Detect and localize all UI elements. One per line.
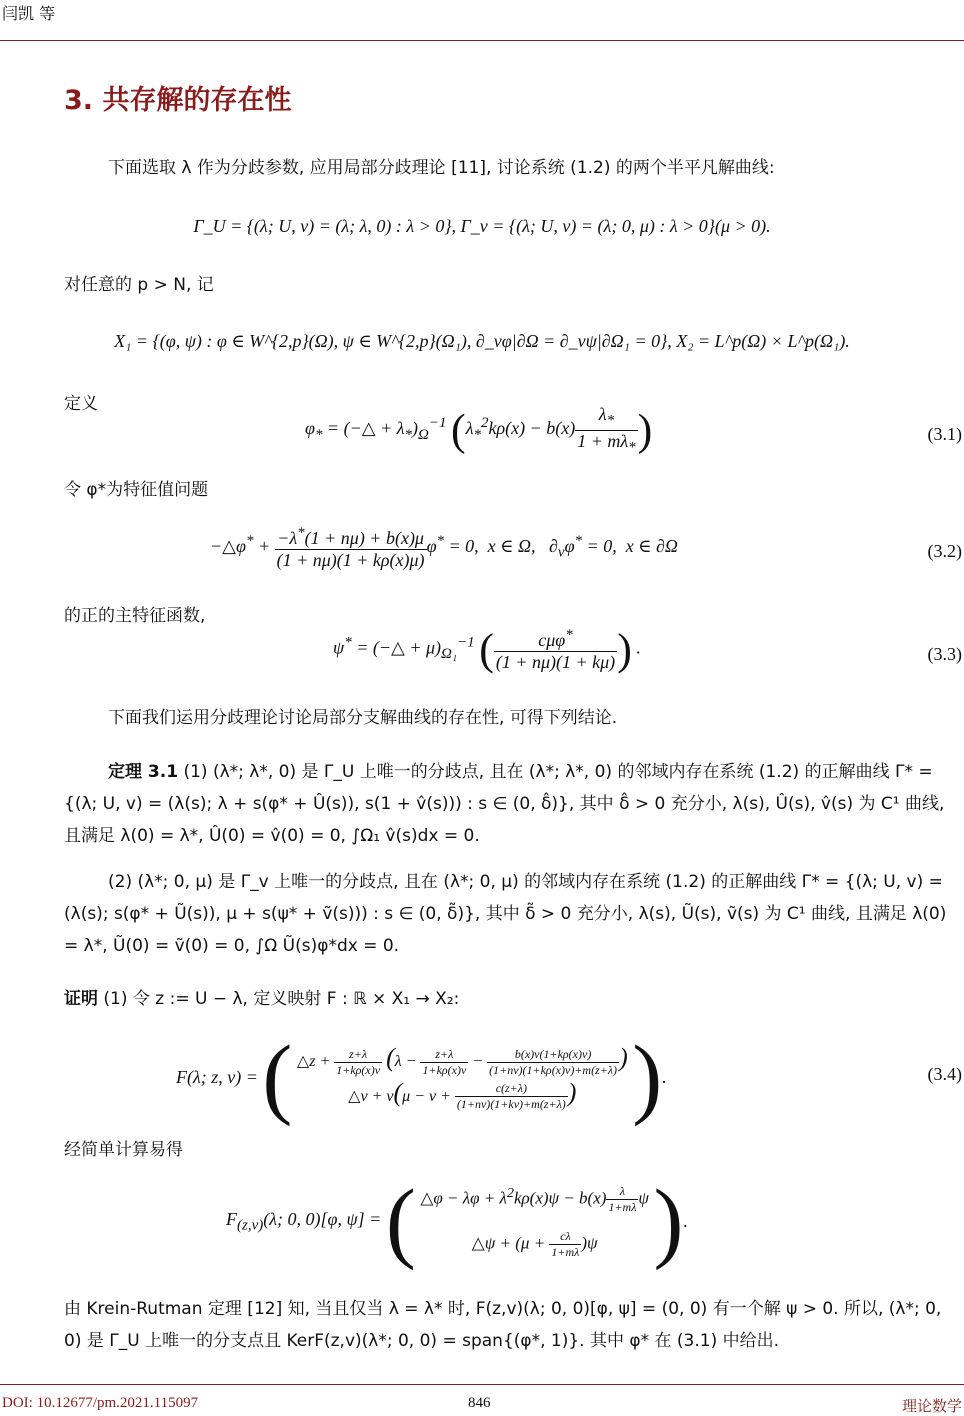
equation-3-4: F(λ; z, v) = ( △z + $\frac{z+\lambda}{1+k\rho(x)v}$ (λ − $\frac{z+\lambda}{1+k\rho(x)v}$ − $\frac{b(x)v(1+k\rho(x)v)}{(1+nv)(1+k\rho(x)v)+m(z+\lambda)}$ ) △v + v(μ − v + $\frac{c(z+\lambda)}{(1+nv)(1+kv)+m(z+\lambda)}$ ) ).: [176, 1028, 667, 1127]
equation-3-2: −△φ* + $\frac{-\lambda^*(1 + n\mu) + b(x)\mu}{(1 + n\mu)(1 + k\rho(x)\mu)}$ φ* = 0, x ∈ Ω, $\partial_\nu\varphi^* = 0$, x ∈ ∂Ω: [210, 525, 678, 570]
paragraph-1: 下面选取 λ 作为分歧参数, 应用局部分歧理论 [11], 讨论系统 (1.2) 的两个半平凡解曲线:: [108, 158, 775, 178]
eq-number-3-2: (3.2): [927, 541, 962, 561]
proof-text: (1) 令 z := U − λ, 定义映射 F : ℝ × X₁ → X₂:: [103, 989, 460, 1009]
paragraph-2: 对任意的 p > N, 记: [64, 275, 214, 295]
paragraph-7: 经简单计算易得: [64, 1140, 183, 1160]
proof-label: 证明: [64, 989, 98, 1009]
header-author: 闫凯 等: [2, 4, 56, 23]
running-header: [0, 0, 964, 41]
equation-3-1: $\varphi_*$ = (−△ + $\lambda_*)_\Omega^{-1}$ ($\lambda_*^2k\rho(x) - b(x)$ $\frac{\lambda_*}{1 + m\lambda_*}$ ): [305, 404, 653, 456]
page-footer: [0, 1384, 964, 1415]
eq-number-3-3: (3.3): [927, 644, 962, 664]
paragraph-4: 令 φ*为特征值问题: [64, 480, 209, 500]
eq-number-3-1: (3.1): [927, 424, 962, 444]
theorem-3-1-part-2: (2) (λ*; 0, μ) 是 Γ_v 上唯一的分歧点, 且在 (λ*; 0, μ) 的邻域内存在系统 (1.2) 的正解曲线 Γ* = {(λ; U, v) = (λ(s); s(φ* + Ũ(s)), μ + s(ψ* + ṽ(s))) : s ∈ (0, δ̃)}, 其中 δ̃ > 0 充分小, λ(s), Ũ(s), ṽ(s) 为 C¹ 曲线, 且满足 λ(0) = λ*, Ũ(0) = ṽ(0) = 0, ∫Ω Ũ(s)φ*dx = 0.: [64, 872, 947, 956]
theorem-part-1-text: (1) (λ*; λ*, 0) 是 Γ_U 上唯一的分歧点, 且在 (λ*; λ*, 0) 的邻域内存在系统 (1.2) 的正解曲线 Γ* = {(λ; U, v) = (λ(s); λ + s(φ* + Û(s)), s(1 + v̂(s))) : s ∈ (0, δ̂)}, 其中 δ̂ > 0 充分小, λ(s), Û(s), v̂(s) 为 C¹ 曲线, 且满足 λ(0) = λ*, Û(0) = v̂(0) = 0, ∫Ω₁ v̂(s)dx = 0.: [64, 762, 945, 846]
eq-number-3-4: (3.4): [927, 1064, 962, 1084]
paragraph-8: 由 Krein-Rutman 定理 [12] 知, 当且仅当 λ = λ* 时, F(z,v)(λ; 0, 0)[φ, ψ] = (0, 0) 有一个解 ψ > 0. 所以, (λ*; 0, 0) 是 Γ_U 上唯一的分支点且 KerF(z,v)(λ*; 0, 0) = span{(φ*, 1)}. 其中 φ* 在 (3.1) 中给出.: [64, 1299, 942, 1351]
paragraph-5: 的正的主特征函数,: [64, 606, 206, 626]
proof-start: [64, 983, 964, 1015]
footer-doi[interactable]: DOI: 10.12677/pm.2021.115097: [2, 1395, 199, 1411]
section-title: 3. 共存解的存在性: [64, 85, 292, 116]
footer-page-number: 846: [468, 1395, 491, 1411]
paragraph-6: 下面我们运用分歧理论讨论局部分支解曲线的存在性, 可得下列结论.: [108, 708, 618, 728]
equation-spaces: X₁ = {(φ, ψ) : φ ∈ W^{2,p}(Ω), ψ ∈ W^{2,p}(Ω₁), ∂_νφ|∂Ω = ∂_νψ|∂Ω₁ = 0}, X₂ = L^p(Ω) × L^p(Ω₁).: [114, 331, 850, 351]
theorem-label: 定理 3.1: [108, 762, 179, 782]
equation-gamma: Γ_U = {(λ; U, v) = (λ; λ, 0) : λ > 0}, Γ_v = {(λ; U, v) = (λ; 0, μ) : λ > 0}(μ > 0).: [193, 216, 771, 236]
footer-journal: 理论数学: [901, 1397, 962, 1415]
theorem-3-1-part-1: [64, 756, 964, 852]
equation-3-3: ψ* = (−△ + $\mu)_{\Omega_1}^{-1}$ ( $\frac{c\mu\varphi^*}{(1 + n\mu)(1 + k\mu)}$ ) .: [333, 625, 641, 674]
equation-linearization: $F_{(z,v)}(\lambda$; 0, 0)[φ, ψ] = ( △φ − $\lambda\varphi + \lambda^2k\rho(x)\psi - b(x)$ $\frac{\lambda}{1+m\lambda}$ ψ △ψ + (μ + $\frac{c\lambda}{1+m\lambda}$ )ψ ).: [226, 1172, 688, 1271]
paragraph-3: 定义: [64, 394, 98, 414]
